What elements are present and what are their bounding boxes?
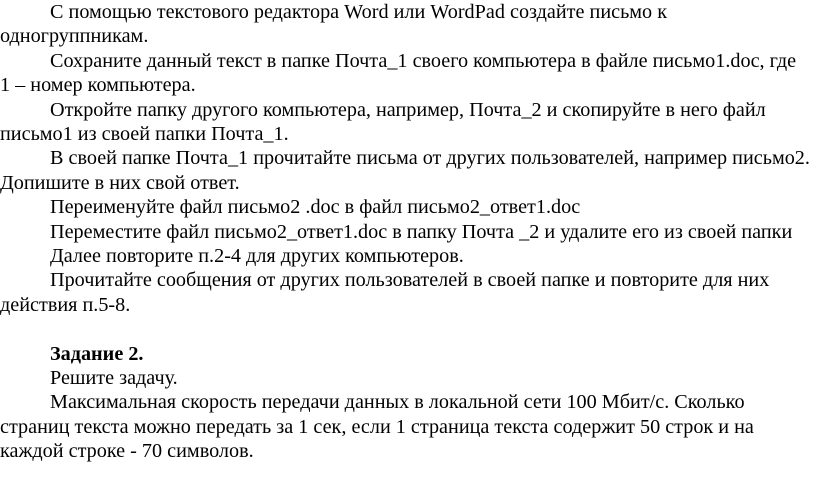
paragraph-rename-file: Переименуйте файл письмо2 .doc в файл письмо2_ответ1.doc bbox=[50, 196, 581, 219]
paragraph-read-letters: В своей папке Почта_1 прочитайте письма от других пользователей, например письмо2. Допишите в них свой ответ. bbox=[0, 147, 810, 194]
paragraph-create-letter: С помощью текстового редактора Word или WordPad создайте письмо к одногруппникам. bbox=[0, 1, 668, 48]
paragraph-save-text: Сохраните данный текст в папке Почта_1 своего компьютера в файле письмо1.doc, где 1 – номер компьютера. bbox=[0, 49, 797, 97]
blank-line bbox=[0, 317, 810, 341]
paragraph-repeat-steps: Далее повторите п.2-4 для других компьютеров. bbox=[50, 245, 464, 268]
paragraph-open-folder: Откройте папку другого компьютера, например, Почта_2 и скопируйте в него файл письмо1 из своей папки Почта_1. bbox=[0, 98, 766, 146]
task-2-problem: Максимальная скорость передачи данных в локальной сети 100 Мбит/с. Сколько страниц текста можно передать за 1 сек, если 1 страница текста содержит 50 строк и на каждой строке - 70 символов. bbox=[0, 391, 754, 463]
paragraph-read-messages: Прочитайте сообщения от других пользователей в своей папке и повторите для них действия п.5-8. bbox=[0, 269, 770, 316]
paragraph-move-file: Переместите файл письмо2_ответ1.doc в папку Почта _2 и удалите его из своей папки bbox=[50, 220, 793, 243]
task-2-instruction: Решите задачу. bbox=[50, 367, 178, 390]
task-2-heading: Задание 2. bbox=[50, 342, 144, 365]
